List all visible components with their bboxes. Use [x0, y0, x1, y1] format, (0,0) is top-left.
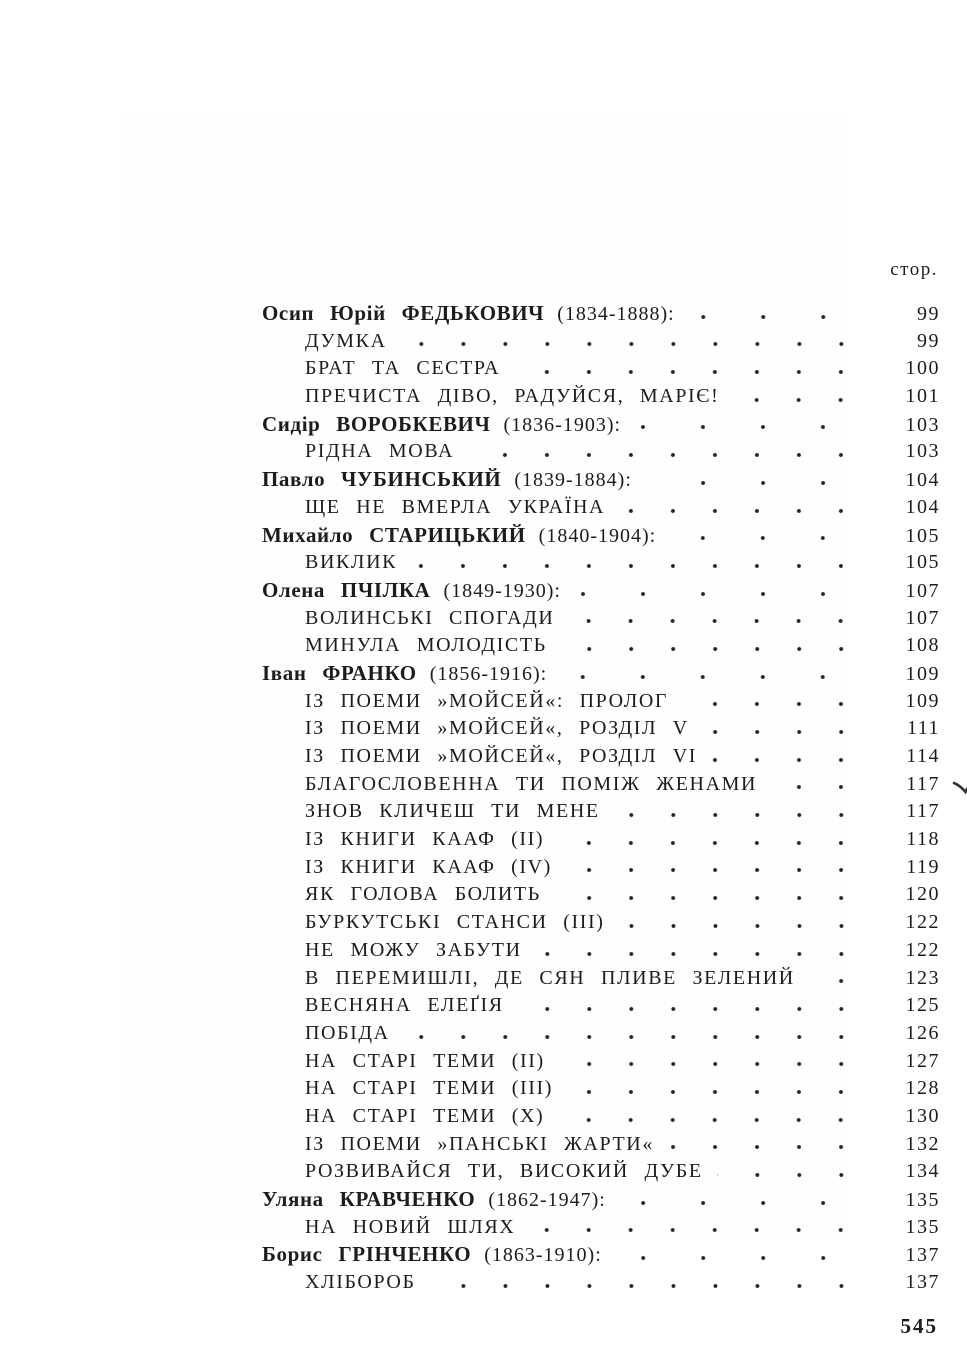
- dot-leader: [401, 339, 880, 349]
- toc-page-number: 103: [905, 440, 940, 463]
- toc-work-row: [262, 1075, 940, 1103]
- dot-leader: [411, 561, 880, 571]
- toc-work-row: [262, 1020, 940, 1048]
- toc-page-number: 114: [906, 745, 940, 767]
- dot-leader: [703, 727, 880, 737]
- dot-leader: [430, 1281, 880, 1291]
- toc-author-row: [262, 660, 940, 688]
- toc-page-number: 109: [905, 689, 940, 712]
- toc-page-number: 126: [905, 1021, 940, 1044]
- toc-page-number: 128: [905, 1077, 940, 1100]
- toc-work-row: [262, 909, 940, 937]
- dot-leader: [668, 1142, 880, 1152]
- handwritten-checkmark-icon: [952, 765, 967, 795]
- toc-work-row: [262, 1103, 940, 1131]
- author-dates: (1839-1884):: [514, 469, 632, 492]
- toc-work-row: [262, 1131, 940, 1159]
- toc-page-number: 127: [905, 1049, 940, 1072]
- toc-page-number: 125: [905, 994, 940, 1017]
- book-page-number: 545: [900, 1314, 938, 1338]
- dot-leader: [619, 921, 880, 931]
- toc-page-number: 122: [905, 938, 940, 961]
- toc-page-number: 117: [906, 772, 940, 795]
- dot-leader: [559, 1059, 880, 1069]
- work-title: ІЗ ПОЕМИ »ПАНСЬКІ ЖАРТИ«: [305, 1132, 654, 1155]
- dot-leader: [518, 1004, 880, 1014]
- toc-work-row: [262, 937, 940, 965]
- toc-work-row: [262, 1214, 940, 1242]
- work-title: ВЕСНЯНА ЕЛЕҐІЯ: [305, 994, 504, 1017]
- work-title: ЗНОВ КЛИЧЕШ ТИ МЕНЕ: [305, 800, 600, 823]
- dot-leader: [558, 838, 880, 848]
- dot-leader: [809, 976, 880, 986]
- toc-work-row: [262, 688, 940, 716]
- toc-work-row: [262, 965, 940, 993]
- toc-work-row: [262, 881, 940, 909]
- author-dates: (1840-1904):: [538, 524, 657, 547]
- work-title: ХЛІБОРОБ: [305, 1271, 416, 1294]
- author-name: Осип Юрій ФЕДЬКОВИЧ: [262, 301, 545, 325]
- dot-leader: [536, 949, 880, 959]
- author-name: Сидір ВОРОБКЕВИЧ: [262, 411, 491, 436]
- toc-work-row: [262, 605, 940, 633]
- toc-author-row: [262, 1186, 940, 1214]
- dot-leader: [514, 367, 880, 377]
- work-title: ІЗ ПОЕМИ »МОЙСЕЙ«, РОЗДІЛ VI: [305, 745, 698, 767]
- work-title: БЛАГОСЛОВЕННА ТИ ПОМІЖ ЖЕНАМИ: [305, 772, 758, 795]
- dot-leader: [689, 312, 880, 322]
- dot-leader: [711, 755, 880, 765]
- work-title: ВОЛИНСЬКІ СПОГАДИ: [305, 606, 555, 629]
- toc-author-row: [262, 1241, 940, 1269]
- toc-page-number: 132: [905, 1132, 940, 1155]
- toc-page-number: 123: [905, 966, 940, 989]
- dot-leader: [646, 478, 880, 488]
- toc-page-number: 135: [905, 1189, 940, 1211]
- author-dates: (1849-1930):: [443, 579, 561, 602]
- toc-page-number: 104: [905, 469, 940, 492]
- toc-work-row: [262, 743, 940, 771]
- author-name: Борис ГРІНЧЕНКО: [262, 1242, 472, 1267]
- dot-leader: [566, 865, 880, 875]
- toc-page-number: 119: [906, 855, 940, 878]
- work-title: ІЗ ПОЕМИ »МОЙСЕЙ«, РОЗДІЛ V: [305, 717, 689, 740]
- work-title: НА НОВИЙ ШЛЯХ: [305, 1215, 516, 1238]
- work-title: ЯК ГОЛОВА БОЛИТЬ: [305, 883, 541, 906]
- toc-page-number: 109: [905, 662, 940, 685]
- work-title: РОЗВИВАЙСЯ ТИ, ВИСОКИЙ ДУБЕ: [305, 1160, 703, 1183]
- work-title: НА СТАРІ ТЕМИ (X): [305, 1104, 545, 1127]
- dot-leader: [561, 672, 880, 682]
- work-title: БУРКУТСЬКІ СТАНСИ (III): [305, 911, 605, 934]
- author-name: Олена ПЧІЛКА: [262, 577, 431, 602]
- toc-page-number: 111: [906, 717, 940, 740]
- author-dates: (1863-1910):: [484, 1244, 602, 1267]
- toc-page-number: 105: [905, 524, 940, 547]
- toc-author-row: [262, 577, 940, 605]
- author-dates: (1856-1916):: [429, 662, 548, 685]
- dot-leader: [404, 1032, 880, 1042]
- toc-page-number: 105: [905, 551, 940, 574]
- work-title: ІЗ КНИГИ КААФ (II): [305, 828, 545, 851]
- toc-author-row: [262, 466, 940, 494]
- toc-work-row: [262, 549, 940, 577]
- toc-work-row: [262, 494, 940, 522]
- dot-leader: [771, 782, 880, 792]
- author-name: Михайло СТАРИЦЬКИЙ: [262, 522, 526, 547]
- toc-author-row: [262, 411, 940, 439]
- toc-work-row: [262, 1048, 940, 1076]
- toc-page-number: 137: [905, 1244, 940, 1267]
- toc-page-number: 107: [905, 579, 940, 602]
- toc-work-row: [262, 798, 940, 826]
- work-title: ДУМКА: [305, 329, 387, 352]
- dot-leader: [575, 589, 880, 599]
- dot-leader: [555, 893, 880, 903]
- author-name: Уляна КРАВЧЕНКО: [262, 1187, 476, 1211]
- work-title: БРАТ ТА СЕСТРА: [305, 357, 501, 380]
- toc-page-number: 107: [905, 606, 940, 629]
- toc-page-number: 135: [905, 1215, 940, 1238]
- scanned-page: [122, 118, 940, 1338]
- dot-leader: [568, 616, 880, 626]
- toc-work-row: [262, 992, 940, 1020]
- toc-work-row: [262, 383, 940, 411]
- author-name: Іван ФРАНКО: [262, 660, 417, 685]
- table-of-contents: [262, 258, 940, 1297]
- toc-work-row: [262, 1269, 940, 1297]
- dot-leader: [616, 1253, 880, 1263]
- author-dates: (1834-1888):: [557, 303, 675, 325]
- toc-rows: [262, 300, 940, 1297]
- dot-leader: [717, 1170, 880, 1180]
- toc-page-number: 103: [905, 413, 940, 436]
- toc-work-row: [262, 826, 940, 854]
- dot-leader: [619, 506, 880, 516]
- work-title: НА СТАРІ ТЕМИ (III): [305, 1077, 554, 1100]
- toc-work-row: [262, 715, 940, 743]
- toc-page-number: 130: [905, 1104, 940, 1127]
- toc-page-number: 118: [906, 828, 940, 851]
- dot-leader: [733, 395, 880, 405]
- toc-work-row: [262, 854, 940, 882]
- dot-leader: [635, 422, 880, 432]
- toc-work-row: [262, 632, 940, 660]
- toc-page-number: 99: [917, 303, 940, 325]
- dot-leader: [620, 1198, 880, 1208]
- author-dates: (1862-1947):: [488, 1189, 606, 1211]
- dot-leader: [567, 1087, 880, 1097]
- dot-leader: [670, 533, 880, 543]
- page-column-header: стор.: [890, 259, 938, 280]
- work-title: В ПЕРЕМИШЛІ, ДЕ СЯН ПЛИВЕ ЗЕЛЕНИЙ: [305, 966, 795, 989]
- toc-page-number: 117: [906, 800, 940, 823]
- dot-leader: [682, 699, 880, 709]
- work-title: ІЗ ПОЕМИ »МОЙСЕЙ«: ПРОЛОГ: [305, 689, 669, 712]
- toc-author-row: [262, 300, 940, 328]
- work-title: РІДНА МОВА: [305, 440, 455, 463]
- toc-work-row: [262, 771, 940, 799]
- toc-page-number: 122: [905, 911, 940, 934]
- dot-leader: [468, 450, 880, 460]
- toc-author-row: [262, 522, 940, 550]
- work-title: ІЗ КНИГИ КААФ (IV): [305, 855, 552, 878]
- dot-leader: [558, 1115, 880, 1125]
- toc-page-number: 120: [905, 883, 940, 906]
- toc-page-number: 101: [905, 385, 940, 408]
- work-title: ЩЕ НЕ ВМЕРЛА УКРАЇНА: [305, 495, 606, 518]
- work-title: ВИКЛИК: [305, 551, 398, 574]
- dot-leader: [614, 810, 880, 820]
- toc-work-row: [262, 1158, 940, 1186]
- toc-page-number: 134: [905, 1160, 940, 1183]
- toc-work-row: [262, 328, 940, 356]
- toc-page-number: 108: [905, 634, 940, 657]
- work-title: НА СТАРІ ТЕМИ (II): [305, 1049, 545, 1072]
- author-dates: (1836-1903):: [503, 413, 622, 436]
- work-title: МИНУЛА МОЛОДІСТЬ: [305, 634, 547, 657]
- toc-page-number: 104: [905, 495, 940, 518]
- toc-page-number: 137: [905, 1271, 940, 1294]
- toc-work-row: [262, 438, 940, 466]
- toc-page-number: 99: [917, 329, 940, 352]
- author-name: Павло ЧУБИНСЬКИЙ: [262, 467, 502, 492]
- work-title: ПОБІДА: [305, 1021, 390, 1044]
- dot-leader: [529, 1225, 880, 1235]
- toc-work-row: [262, 355, 940, 383]
- work-title: ПРЕЧИСТА ДІВО, РАДУЙСЯ, МАРІЄ!: [305, 385, 720, 408]
- work-title: НЕ МОЖУ ЗАБУТИ: [305, 938, 522, 961]
- toc-page-number: 100: [905, 357, 940, 380]
- dot-leader: [561, 644, 880, 654]
